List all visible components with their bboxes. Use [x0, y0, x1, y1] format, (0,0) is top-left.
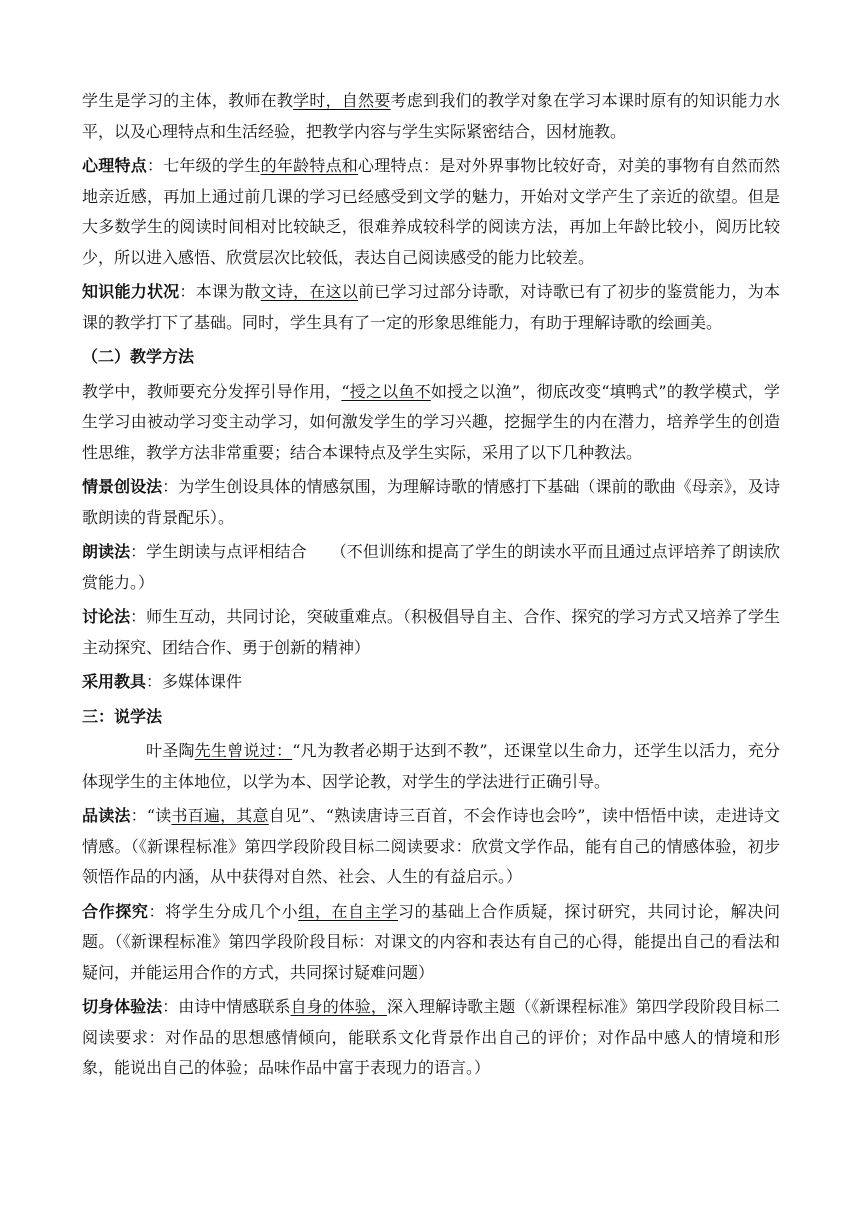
paragraph-knowledge-ability	[82, 277, 780, 338]
text: ：本课为散	[179, 282, 261, 301]
text: 学生是学习的主体，教师在教	[82, 91, 294, 110]
paragraph-cooperative-inquiry	[82, 897, 780, 989]
paragraph-discussion-method	[82, 602, 780, 663]
text: 如授之以渔”，彻底改变“填鸭式”的教学模式，学生学习由被动学习变主动学习，如何激发学生的学习兴趣，挖掘学生的内在潜力，培养学生的创造性思维，教学方法非常重要；结合本课特点及学生实际，采用了以下几种教法。	[82, 381, 780, 462]
underlined-text: 书百遍，其意	[171, 806, 269, 825]
bold-label: 心理特点	[82, 156, 147, 175]
bold-label: 朗读法	[82, 542, 131, 561]
paragraph-psychology	[82, 151, 780, 273]
underlined-text: 学时，自然要	[293, 91, 391, 110]
text: ：师生互动，共同讨论，突破重难点。（积极倡导自主、合作、探究的学习方式又培养了学生主动探究、团结合作、勇于创新的精神）	[82, 607, 780, 657]
text: 深入理解诗歌主题（《新课程标准》第四学段阶段目标二阅读要求：对作品的思想感情倾向，能联系文化背景作出自己的评价；对作品中感人的情境和形象，能说出自己的体验；品味作品中富于表现力的语言。）	[82, 997, 780, 1077]
bold-label: 合作探究	[82, 901, 149, 921]
bold-label: 情景创设法	[82, 477, 163, 496]
paragraph-savor-reading	[82, 801, 780, 893]
text: 考虑到我们的教学对象在学习本课时原有的知识能力水平，以及心理特点和生活经验，把教学内容与学生实际紧密结合，因材施教。	[82, 91, 780, 141]
underlined-text: “授之以鱼不	[341, 381, 431, 401]
paragraph-reading-method	[82, 537, 780, 598]
paragraph-student-subject	[82, 86, 780, 147]
underlined-text: 先生曾说过：	[194, 741, 293, 760]
text: 心理特点：是对外界事物比较好奇，对美的事物有自然而然地亲近感，再加上通过前几课的学习已经感受到文学的魅力，开始对文学产生了亲近的欲望。但是大多数学生的阅读时间相对比较缺乏，很难养成较科学的阅读方法，再加上年龄比较小，阅历比较少，所以进入感悟、欣赏层次比较低，表达自己阅读感受的能力比较差。	[82, 156, 780, 267]
section-heading-teaching-methods: （二）教学方法	[82, 347, 195, 366]
bold-label: 品读法	[82, 806, 131, 825]
text: 习的基础上合作质疑，探讨研究，共同讨论，解决问题。（《新课程标准》第四学段阶段目标：对课文的内容和表达有自己的心得，能提出自己的看法和疑问，并能运用合作的方式，共同探讨疑难问题）	[82, 901, 780, 982]
underlined-text: 的年龄特点和	[260, 156, 359, 175]
text: 自见”、“熟读唐诗三百首，不会作诗也会吟”，读中悟悟中读，走进诗文情感。（《新课程标准》第四学段阶段目标二阅读要求：欣赏文学作品，能有自己的情感体验，初步领悟作品的内涵，从中获得对自然、社会、人生的有益启示。）	[82, 806, 780, 886]
text: ：七年级的学生	[146, 156, 261, 175]
paragraph-teaching-aids	[82, 667, 780, 698]
text: ：多媒体课件	[146, 672, 243, 691]
text: “凡为教者必期于达到不教”，还课堂以生命力，还学生以活力，充分体现学生的主体地位，以学为本、因学论教，对学生的学法进行正确引导。	[82, 741, 780, 791]
text: ：学生朗读与点评相结合 （不但训练和提高了学生的朗读水平而且通过点评培养了朗读欣赏能力。）	[82, 542, 780, 592]
underlined-text: 文诗，在这以	[260, 282, 359, 301]
text: ：由诗中情感联系	[162, 997, 291, 1016]
text: 前已学习过部分诗歌，对诗歌已有了初步的鉴赏能力，为本课的教学打下了基础。同时，学生具有了一定的形象思维能力，有助于理解诗歌的绘画美。	[82, 282, 780, 332]
paragraph-teaching-intro	[82, 377, 780, 469]
text: 叶圣陶	[146, 741, 195, 760]
text: ：“读	[130, 806, 172, 825]
text: ：将学生分成几个小	[148, 901, 299, 921]
underlined-text: 自身的体验，	[290, 997, 387, 1016]
bold-label: 讨论法	[82, 607, 131, 626]
paragraph-ye-shengtao-quote	[82, 736, 780, 797]
bold-label: 采用教具	[82, 672, 147, 691]
section-heading-learning-methods: 三：说学法	[82, 706, 163, 726]
bold-label: 知识能力状况	[82, 282, 180, 301]
underlined-text: 组，在自主学	[298, 901, 399, 921]
paragraph-scenario-method	[82, 472, 780, 533]
text: 教学中，教师要充分发挥引导作用，	[82, 381, 342, 401]
bold-label: 切身体验法	[82, 997, 163, 1016]
paragraph-personal-experience	[82, 992, 780, 1084]
text: ：为学生创设具体的情感氛围，为理解诗歌的情感打下基础（课前的歌曲《母亲》，及诗歌朗读的背景配乐）。	[82, 477, 780, 527]
